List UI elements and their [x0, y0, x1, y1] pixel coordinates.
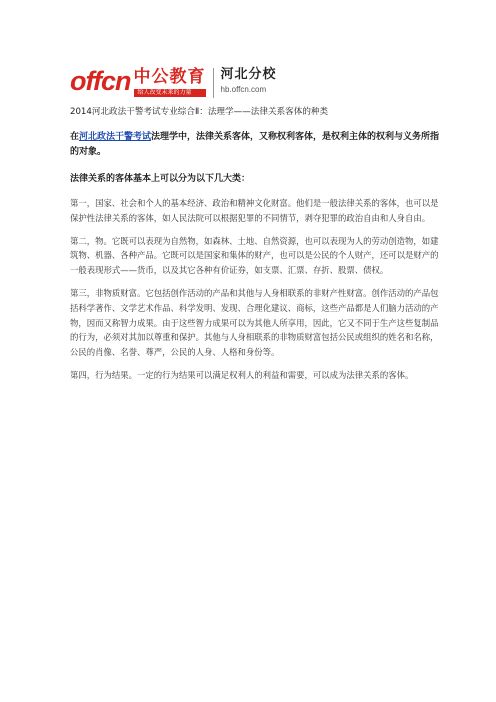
lead-paragraph — [70, 130, 440, 160]
paragraph-first: 第一，国家、社会和个人的基本经济、政治和精神文化财富。他们是一般法律关系的客体，也可以是保护性法律关系的客体，如人民法院可以根据犯罪的不同情节，剥夺犯罪的政治自由和人身自由。 — [70, 198, 439, 223]
brand-block — [134, 66, 206, 97]
lead-prefix: 在 — [70, 132, 80, 142]
document-title: 2014河北政法干警考试专业综合Ⅱ：法理学——法律关系客体的种类 — [70, 107, 329, 117]
brand-name: 中公教育 — [133, 67, 206, 87]
lead-rest: 法理学中，法律关系客体，又称权利客体，是权利主体的权利与义务所指的对象。 — [70, 132, 440, 157]
offcn-logo: offcn — [70, 66, 131, 96]
document-body — [70, 106, 440, 391]
branch-url[interactable]: hb.offcn.com — [220, 85, 267, 94]
paragraph-third: 第三，非物质财富。它包括创作活动的产品和其他与人身相联系的非财产性财富。创作活动的产品包括科学著作、文学艺术作品、科学发明、发现、合理化建议、商标，这些产品都是人们脑力活动的产物，因而又称智力成果。由于这些智力成果可以为其他人所享用，因此，它又不同于生产这些复制品的行为，必须对其加以尊重和保护。其他与人身相联系的非物质财富包括公民或组织的姓名和名称，公民的肖像、名誉、尊严，公民的人身、人格和身份等。 — [70, 287, 439, 358]
header-logo — [70, 66, 277, 100]
logo-divider — [213, 68, 214, 98]
paragraph-second: 第二，物。它既可以表现为自然物，如森林、土地、自然资源，也可以表现为人的劳动创造物，如建筑物、机器、各种产品。它既可以是国家和集体的财产，也可以是公民的个人财产，还可以是财产的一般表现形式——货币，以及其它各种有价证券，如支票、汇票、存折、股票、债权。 — [70, 235, 439, 276]
exam-link[interactable]: 河北政法干警考试 — [79, 132, 152, 142]
branch-block — [221, 66, 277, 96]
section-heading: 法律关系的客体基本上可以分为以下几大类： — [70, 174, 251, 184]
brand-slogan: 给人改变未来的力量 — [134, 89, 206, 97]
branch-name: 河北分校 — [220, 67, 277, 82]
paragraph-fourth: 第四，行为结果。一定的行为结果可以满足权利人的利益和需要，可以成为法律关系的客体。 — [70, 369, 414, 380]
